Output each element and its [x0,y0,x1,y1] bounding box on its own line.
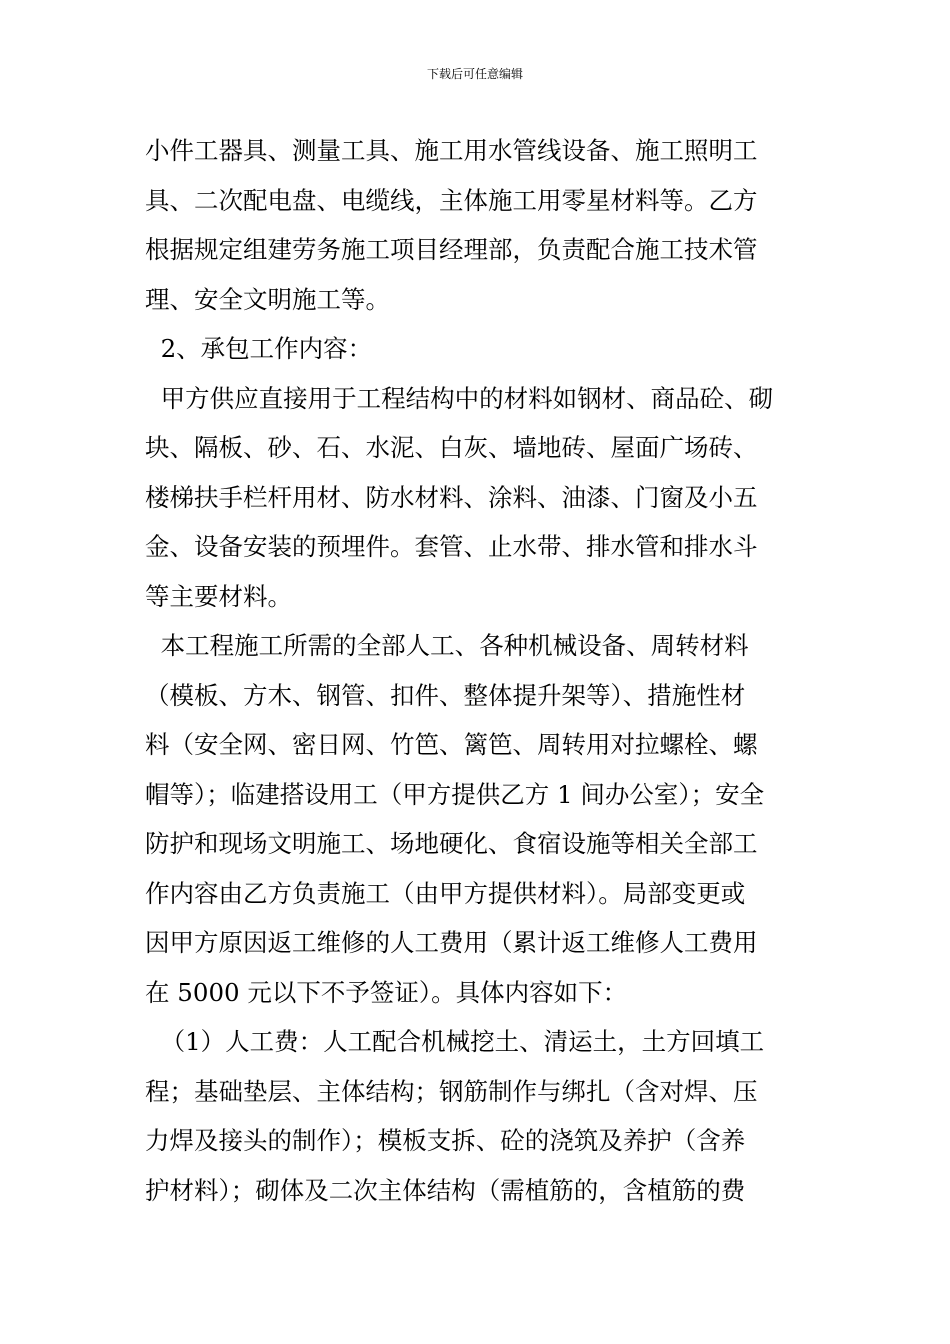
text-line: 金、设备安装的预埋件。套管、止水带、排水管和排水斗 [145,532,758,561]
page-header: 下载后可任意编辑 [426,67,523,81]
text-line: 甲方供应直接用于工程结构中的材料如钢材、商品砼、砌 [145,383,774,413]
text-line: 帽等）；临建搭设用工（甲方提供乙方 1 间办公室）；安全 [145,779,765,809]
text-line: 在 5000 元以下不予签证）。具体内容如下： [145,977,628,1007]
text-line: 防护和现场文明施工、场地硬化、食宿设施等相关全部工 [145,829,758,858]
text-line: 料（安全网、密日网、竹笆、篱笆、周转用对拉螺栓、螺 [145,730,758,759]
text-line: 本工程施工所需的全部人工、各种机械设备、周转材料 [145,631,749,660]
text-line: 因甲方原因返工维修的人工费用（累计返工维修人工费用 [145,928,758,957]
document-body [145,126,805,1215]
text-line: 具、二次配电盘、电缆线，主体施工用零星材料等。乙方 [145,185,758,215]
text-line: 小件工器具、测量工具、施工用水管线设备、施工照明工 [145,136,758,165]
section-heading: 2、承包工作内容： [145,334,373,363]
text-line: 程；基础垫层、主体结构；钢筋制作与绑扎（含对焊、压 [145,1076,758,1106]
text-line: 块、隔板、砂、石、水泥、白灰、墙地砖、屋面广场砖、 [145,433,758,462]
text-line: 作内容由乙方负责施工（由甲方提供材料）。局部变更或 [145,878,746,908]
text-line: 等主要材料。 [145,581,292,611]
text-line: 力焊及接头的制作）；模板支拆、砼的浇筑及养护（含养 [145,1126,746,1155]
text-line: （1）人工费：人工配合机械挖土、清运土，土方回填工 [145,1027,765,1056]
text-line: 根据规定组建劳务施工项目经理部，负责配合施工技术管 [145,235,758,264]
text-line: 理、安全文明施工等。 [145,284,390,314]
text-line: 护材料）；砌体及二次主体结构（需植筋的，含植筋的费 [145,1175,746,1205]
text-line: （模板、方木、钢管、扣件、整体提升架等）、措施性材 [145,680,746,710]
text-line: 楼梯扶手栏杆用材、防水材料、涂料、油漆、门窗及小五 [145,482,758,512]
